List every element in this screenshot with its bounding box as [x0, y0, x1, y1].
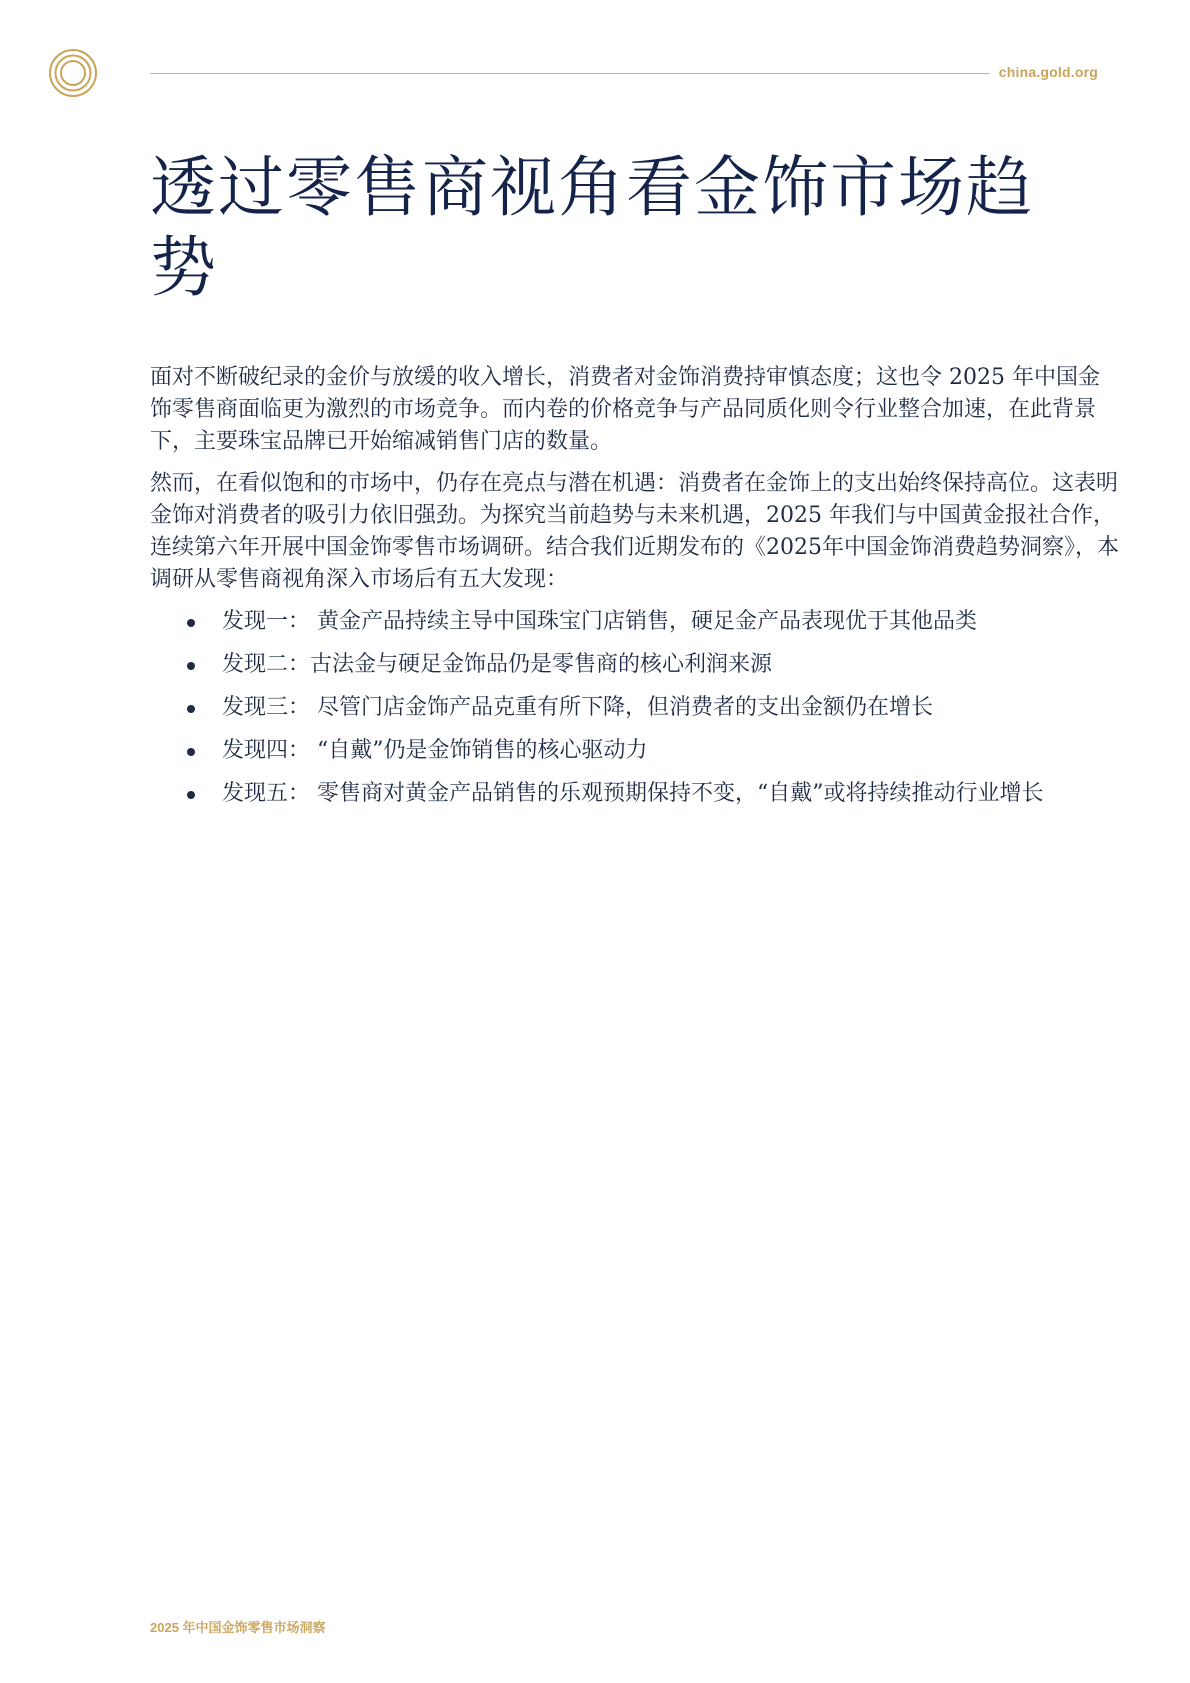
finding-item-4	[150, 735, 1120, 767]
finding-text: 发现四： “自戴”仍是金饰销售的核心驱动力	[222, 738, 648, 763]
bullet-icon	[187, 705, 195, 713]
findings-list	[150, 606, 1120, 810]
gold-rings-logo-icon	[48, 48, 98, 98]
header-divider	[150, 73, 990, 74]
finding-text: 发现五： 零售商对黄金产品销售的乐观预期保持不变，“自戴”或将持续推动行业增长	[222, 781, 1044, 806]
finding-item-2	[150, 649, 1120, 681]
site-url[interactable]: china.gold.org	[998, 64, 1098, 80]
intro-paragraph: 面对不断破纪录的金价与放缓的收入增长，消费者对金饰消费持审慎态度；这也令 2025 年中国金饰零售商面临更为激烈的市场竞争。而内卷的价格竞争与产品同质化则令行业整合加速，在此背景下，主要珠宝品牌已开始缩减销售门店的数量。	[150, 365, 1100, 454]
page-title: 透过零售商视角看金饰市场趋势	[150, 149, 1034, 306]
footer-report-title: 2025 年中国金饰零售市场洞察	[150, 1620, 326, 1635]
main-content	[150, 362, 1120, 821]
finding-item-5	[150, 778, 1120, 810]
opportunity-paragraph: 然而，在看似饱和的市场中，仍存在亮点与潜在机遇：消费者在金饰上的支出始终保持高位。这表明金饰对消费者的吸引力依旧强劲。为探究当前趋势与未来机遇，2025 年我们与中国黄金报社合作，连续第六年开展中国金饰零售市场调研。结合我们近期发布的《2025年中国金饰消费趋势洞察》，本调研从零售商视角深入市场后有五大发现：	[150, 471, 1119, 592]
finding-text: 发现二：古法金与硬足金饰品仍是零售商的核心利润来源	[222, 652, 773, 677]
bullet-icon	[187, 791, 195, 799]
finding-text: 发现一： 黄金产品持续主导中国珠宝门店销售，硬足金产品表现优于其他品类	[222, 609, 977, 634]
finding-text: 发现三： 尽管门店金饰产品克重有所下降，但消费者的支出金额仍在增长	[222, 695, 933, 720]
finding-item-1	[150, 606, 1120, 638]
bullet-icon	[187, 748, 195, 756]
bullet-icon	[187, 619, 195, 627]
finding-item-3	[150, 692, 1120, 724]
bullet-icon	[187, 662, 195, 670]
